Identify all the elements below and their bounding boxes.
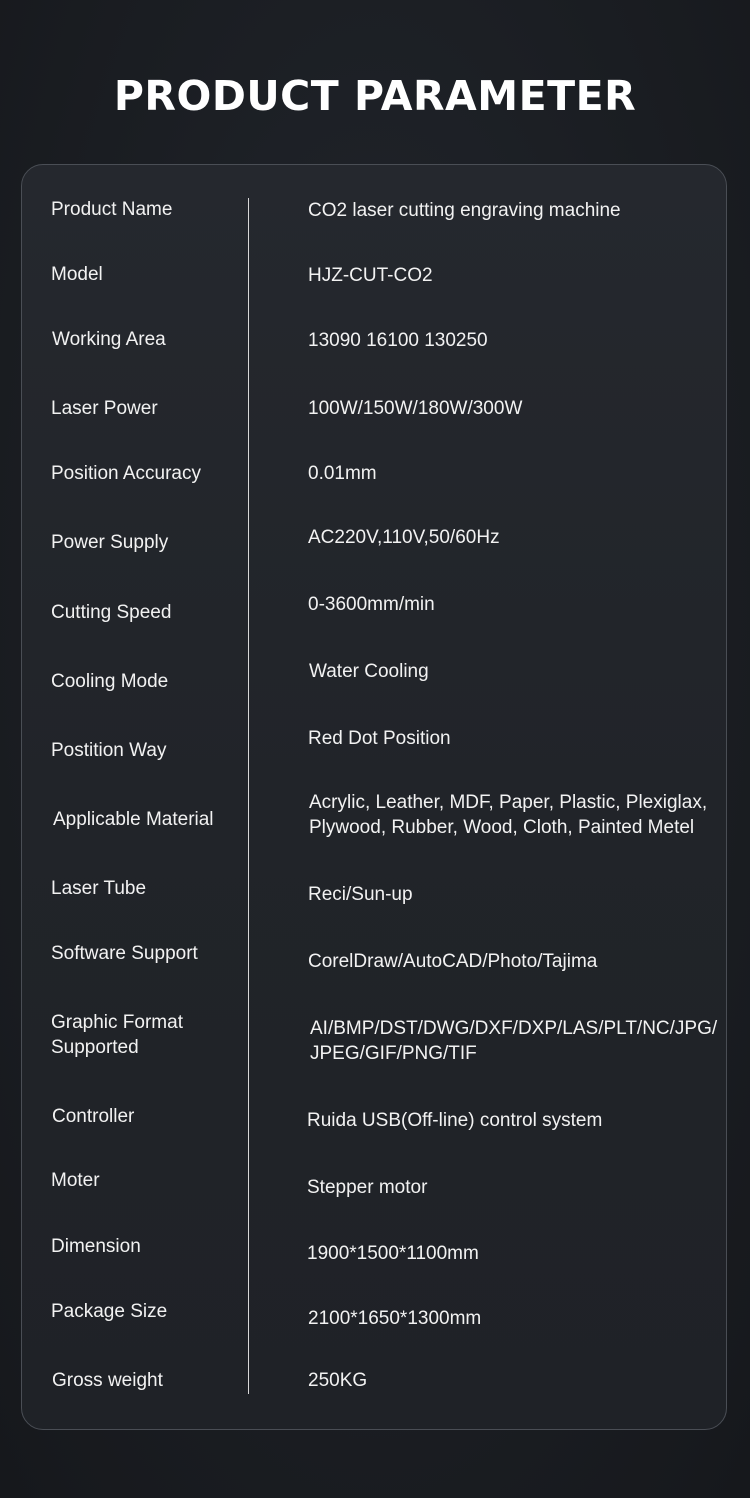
column-divider — [248, 198, 249, 1394]
value-laser-tube: Reci/Sun-up — [308, 884, 413, 905]
value-laser-power: 100W/150W/180W/300W — [308, 398, 523, 419]
label-cooling-mode: Cooling Mode — [51, 671, 169, 692]
value-gross-weight: 250KG — [308, 1370, 368, 1391]
value-moter: Stepper motor — [307, 1177, 428, 1198]
label-software-support: Software Support — [51, 943, 198, 964]
label-controller: Controller — [52, 1106, 135, 1127]
value-position-accuracy: 0.01mm — [308, 463, 377, 484]
label-position-accuracy: Position Accuracy — [51, 463, 201, 484]
value-software-support: CorelDraw/AutoCAD/Photo/Tajima — [308, 951, 598, 972]
label-model: Model — [51, 264, 103, 285]
value-graphic-format-line2: JPEG/GIF/PNG/TIF — [310, 1043, 477, 1064]
label-working-area: Working Area — [52, 329, 166, 350]
label-graphic-format-line1: Graphic Format — [51, 1012, 183, 1033]
label-dimension: Dimension — [51, 1236, 141, 1257]
label-laser-tube: Laser Tube — [51, 878, 147, 899]
label-graphic-format-line2: Supported — [51, 1037, 139, 1058]
page-title: PRODUCT PARAMETER — [113, 72, 637, 120]
value-cooling-mode: Water Cooling — [309, 661, 429, 682]
value-dimension: 1900*1500*1100mm — [307, 1243, 479, 1264]
value-applicable-material-line1: Acrylic, Leather, MDF, Paper, Plastic, Plexiglax, — [309, 792, 708, 813]
value-applicable-material-line2: Plywood, Rubber, Wood, Cloth, Painted Metel — [309, 817, 695, 838]
value-controller: Ruida USB(Off-line) control system — [307, 1110, 603, 1131]
label-applicable-material: Applicable Material — [53, 809, 214, 830]
label-position-way: Postition Way — [51, 740, 167, 761]
label-package-size: Package Size — [51, 1301, 168, 1322]
value-graphic-format-line1: AI/BMP/DST/DWG/DXF/DXP/LAS/PLT/NC/JPG/ — [310, 1018, 718, 1039]
value-cutting-speed: 0-3600mm/min — [308, 594, 435, 615]
label-gross-weight: Gross weight — [52, 1370, 163, 1391]
label-product-name: Product Name — [51, 199, 173, 220]
label-moter: Moter — [51, 1170, 100, 1191]
label-power-supply: Power Supply — [51, 532, 169, 553]
value-model: HJZ-CUT-CO2 — [308, 265, 433, 286]
label-laser-power: Laser Power — [51, 398, 158, 419]
value-package-size: 2100*1650*1300mm — [308, 1308, 482, 1329]
value-power-supply: AC220V,110V,50/60Hz — [308, 527, 500, 548]
label-cutting-speed: Cutting Speed — [51, 602, 172, 623]
value-product-name: CO2 laser cutting engraving machine — [308, 200, 621, 221]
value-position-way: Red Dot Position — [308, 728, 451, 749]
value-working-area: 13090 16100 130250 — [308, 330, 488, 351]
